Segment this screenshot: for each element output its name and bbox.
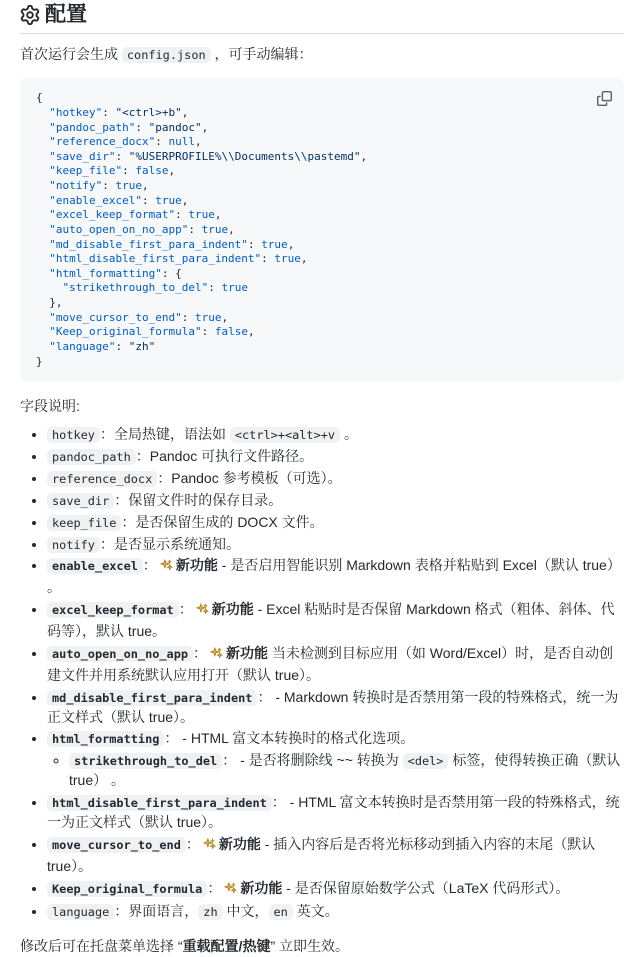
code-line: "pandoc_path": "pandoc", <box>49 120 209 134</box>
code-block <box>20 78 624 382</box>
sub-fields-list <box>47 751 624 791</box>
inline-code: reference_docx <box>47 471 157 487</box>
inline-code: <ctrl>+<alt>+v <box>230 427 340 443</box>
field-item <box>47 688 624 728</box>
page-title-text: 配置 <box>45 3 87 26</box>
code-line: "save_dir": "%USERPROFILE%\\Documents\\pastemd", <box>49 149 368 163</box>
bold-text: 新功能 <box>218 835 261 852</box>
inline-code: excel_keep_format <box>47 602 179 618</box>
code-line: "keep_file": false, <box>49 164 176 178</box>
code-content <box>36 91 608 369</box>
field-item <box>47 793 624 833</box>
code-line: "excel_keep_format": true, <box>49 208 222 222</box>
page-title <box>20 2 624 34</box>
footer-note <box>20 936 624 957</box>
fields-label: 字段说明: <box>20 398 80 415</box>
sparkles-icon <box>160 558 173 578</box>
field-item <box>47 729 624 791</box>
intro-after: ，可手动编辑： <box>210 46 313 63</box>
code-line: "move_cursor_to_end": true, <box>49 310 229 324</box>
inline-code: md_disable_first_para_indent <box>47 690 257 706</box>
text-span: ： - HTML 富文本转换时的格式化选项。 <box>164 730 415 747</box>
inline-code: en <box>269 904 293 920</box>
text-span: 当未检测到目标应用（如 Word/Excel）时，是否自动创建文件并用系统默认应用打开（默认 true）。 <box>47 644 614 683</box>
field-item <box>47 644 624 686</box>
text-span: ： - 是否将删除线 ~~ 转换为 <box>222 752 403 769</box>
sparkles-icon <box>196 602 209 622</box>
sparkles-icon <box>210 646 223 666</box>
inline-code: hotkey <box>47 427 100 443</box>
code-line: "html_formatting": { <box>49 266 182 280</box>
text-span: - 是否启用智能识别 Markdown 表格并粘贴到 Excel（默认 true） 。 <box>47 557 621 596</box>
inline-code: <del> <box>403 753 449 769</box>
footer-after: ” 立即生效。 <box>270 938 350 955</box>
code-line: "md_disable_first_para_indent": true, <box>49 237 295 251</box>
sub-field-item <box>69 751 624 791</box>
footer-bold: 重载配置/热键 <box>182 938 271 955</box>
text-span: ： - HTML 富文本转换时是否禁用第一段的特殊格式，统一为正文样式（默认 true）。 <box>47 794 620 830</box>
copy-code-button[interactable] <box>590 84 618 112</box>
field-item <box>47 425 624 445</box>
text-span: 标签，使得转换正确（默认 true） 。 <box>69 752 621 789</box>
text-span: ：界面语言， <box>114 903 199 920</box>
intro-paragraph <box>20 44 624 65</box>
code-line: "strikethrough_to_del": true <box>62 281 248 295</box>
inline-code: html_formatting <box>47 731 164 747</box>
inline-code: html_disable_first_para_indent <box>47 795 272 811</box>
code-line: "enable_excel": true, <box>49 193 189 207</box>
sparkles-icon <box>203 837 216 857</box>
gear-icon <box>20 5 40 25</box>
footer-before: 修改后可在托盘菜单选择 “ <box>20 938 183 955</box>
code-line: "auto_open_on_no_app": true, <box>49 222 235 236</box>
text-span: ：Pandoc 可执行文件路径。 <box>135 448 314 464</box>
text-span: - Excel 粘贴时是否保留 Markdown 格式（粗体、斜体、代码等），默认 true。 <box>47 601 615 639</box>
inline-code: language <box>47 904 114 920</box>
text-span: ：Pandoc 参考模板（可选）。 <box>157 469 342 486</box>
field-item <box>47 835 624 877</box>
text-span: ：是否显示系统通知。 <box>99 535 240 552</box>
code-line: } <box>36 354 43 368</box>
inline-code: notify <box>47 537 100 553</box>
bold-text: 新功能 <box>211 601 254 618</box>
bold-text: 新功能 <box>240 879 283 896</box>
code-line: { <box>36 91 43 105</box>
text-span: 中文， <box>222 903 269 920</box>
code-line: "reference_docx": null, <box>49 135 202 149</box>
inline-code: strikethrough_to_del <box>69 753 222 769</box>
sparkles-icon <box>224 881 237 901</box>
text-span: ：保留文件时的保存目录。 <box>114 491 283 508</box>
field-item <box>47 535 624 555</box>
inline-code: enable_excel <box>47 558 143 574</box>
field-item <box>47 879 624 901</box>
text-span: ： <box>142 557 157 574</box>
field-item <box>47 600 624 642</box>
field-item <box>47 447 624 467</box>
field-item <box>47 491 624 511</box>
field-item <box>47 556 624 598</box>
field-item <box>47 513 624 533</box>
text-span: ： <box>185 835 200 852</box>
text-span: ： - Markdown 转换时是否禁用第一段的特殊格式，统一为正文样式（默认 true）。 <box>47 688 619 725</box>
field-item <box>47 469 624 489</box>
code-line: "html_disable_first_para_indent": true, <box>49 252 308 266</box>
inline-code: auto_open_on_no_app <box>47 646 193 662</box>
text-span: ： <box>178 601 193 618</box>
text-span: 英文。 <box>292 903 339 920</box>
inline-code: config.json <box>122 47 211 63</box>
code-line: "notify": true, <box>49 179 149 192</box>
inline-code: move_cursor_to_end <box>47 837 186 853</box>
code-line: "hotkey": "<ctrl>+b", <box>49 105 189 119</box>
text-span: ：全局热键，语法如 <box>99 426 230 443</box>
text-span: ：是否保留生成的 DOCX 文件。 <box>121 513 324 530</box>
text-span: ： <box>193 644 208 661</box>
inline-code: pandoc_path <box>47 449 136 465</box>
text-span: ： <box>207 879 222 896</box>
text-span: - 插入内容后是否将光标移动到插入内容的末尾（默认 true）。 <box>47 835 596 874</box>
field-item <box>47 902 624 922</box>
text-span: - 是否保留原始数学公式（LaTeX 代码形式）。 <box>282 879 570 896</box>
fields-list <box>20 425 624 922</box>
inline-code: save_dir <box>47 493 114 509</box>
inline-code: zh <box>198 904 222 920</box>
inline-code: keep_file <box>47 515 121 531</box>
bold-text: 新功能 <box>175 557 218 574</box>
text-span: 。 <box>340 426 358 443</box>
inline-code: Keep_original_formula <box>47 881 207 897</box>
bold-text: 新功能 <box>226 644 269 661</box>
code-line: "language": "zh" <box>49 339 156 353</box>
intro-before: 首次运行会生成 <box>20 46 122 63</box>
code-line: }, <box>36 296 63 309</box>
code-line: "Keep_original_formula": false, <box>49 325 255 339</box>
